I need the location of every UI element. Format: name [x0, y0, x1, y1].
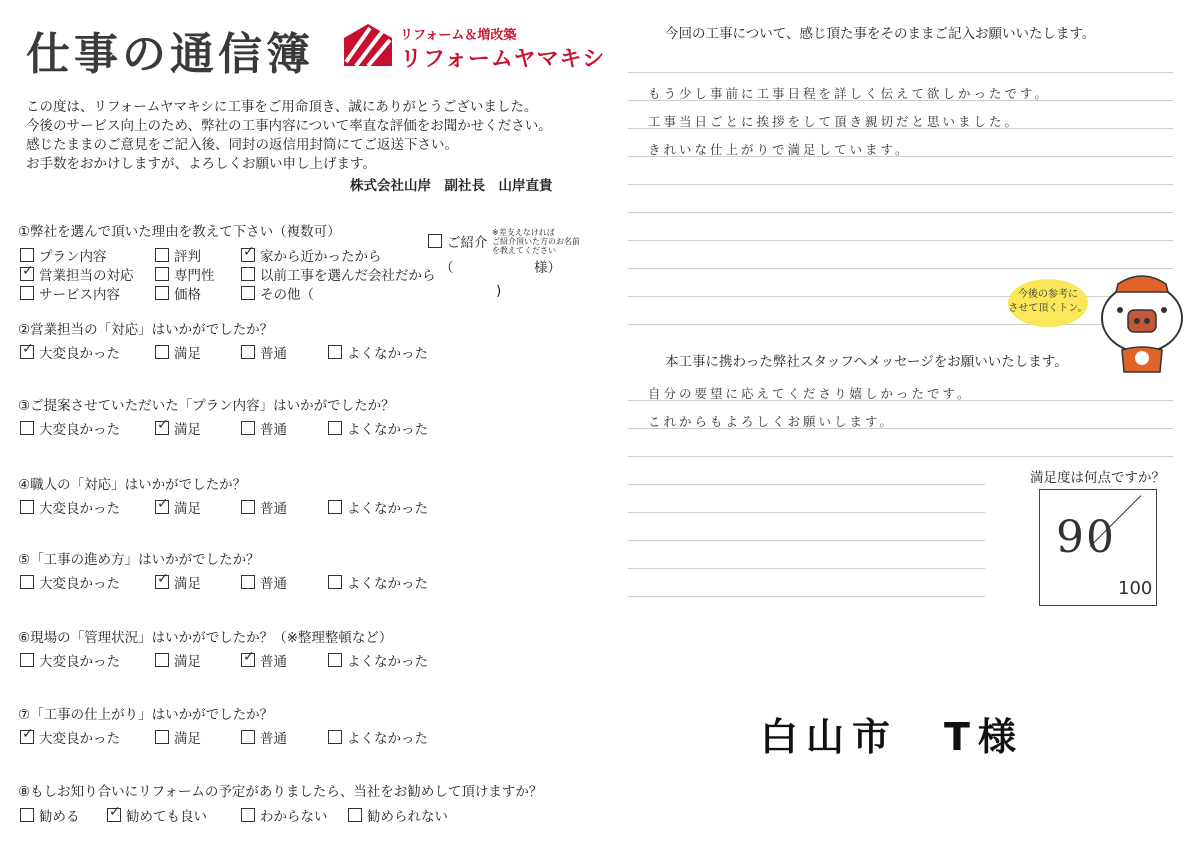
logo-name: リフォームヤマキシ [400, 47, 606, 72]
rating-option[interactable]: よくなかった [328, 342, 428, 362]
checkbox-checked[interactable] [20, 730, 34, 744]
checkbox[interactable] [328, 730, 342, 744]
checkbox[interactable] [155, 653, 169, 667]
checkbox-checked[interactable] [155, 421, 169, 435]
rating-option[interactable]: 普通 [241, 497, 287, 517]
score-value: 90 [1056, 512, 1116, 563]
rating-option[interactable]: 大変良かった [20, 418, 120, 438]
checkbox[interactable] [328, 575, 342, 589]
checkbox[interactable] [241, 575, 255, 589]
rating-option[interactable]: よくなかった [328, 727, 428, 747]
intro-line: 今後のサービス向上のため、弊社の工事内容について率直な評価をお聞かせください。 [26, 118, 552, 134]
rating-option[interactable]: よくなかった [328, 418, 428, 438]
checkbox[interactable] [241, 500, 255, 514]
q8-option[interactable]: ✓ 勧めても良い [107, 805, 207, 825]
message-line: これからもよろしくお願いします。 [648, 414, 896, 429]
rating-option[interactable]: よくなかった [328, 497, 428, 517]
checkbox[interactable] [241, 808, 255, 822]
checkbox-checked[interactable] [241, 653, 255, 667]
rating-option[interactable]: 大変良かった [20, 497, 120, 517]
q1-option[interactable]: ✓ 家から近かったから [241, 245, 382, 265]
q8-question: ⑧もしお知り合いにリフォームの予定がありましたら、当社をお勧めして頂けますか？ [18, 784, 543, 800]
checkbox[interactable] [241, 730, 255, 744]
rating-option[interactable]: ✓ 大変良かった [20, 342, 120, 362]
checkbox[interactable] [241, 345, 255, 359]
q1-question: ①弊社を選んで頂いた理由を教えて下さい（複数可） [18, 224, 341, 240]
logo-subtitle: リフォーム＆増改築 [400, 28, 517, 43]
rating-option[interactable]: よくなかった [328, 650, 428, 670]
rating-option[interactable]: ✓ 普通 [241, 650, 287, 670]
rating-option[interactable]: 満足 [155, 342, 201, 362]
checkbox[interactable] [20, 248, 34, 262]
rating-question: ⑤「工事の進め方」はいかがでしたか？ [18, 552, 260, 568]
house-logo-icon [342, 22, 394, 68]
impression-line: もう少し事前に工事日程を詳しく伝えて欲しかったです。 [648, 86, 1051, 101]
checkbox[interactable] [428, 234, 442, 248]
rating-option[interactable]: 大変良かった [20, 572, 120, 592]
impression-line: 工事当日ごとに挨拶をして頂き親切だと思いました。 [648, 114, 1021, 129]
referral-option[interactable]: ご紹介 [428, 231, 488, 251]
rating-question: ⑦「工事の仕上がり」はいかがでしたか？ [18, 707, 274, 723]
score-label: 満足度は何点ですか？ [1030, 470, 1165, 486]
rating-question: ④職人の「対応」はいかがでしたか？ [18, 477, 247, 493]
checkbox[interactable] [155, 267, 169, 281]
client-name: 白山市 T様 [760, 715, 1024, 759]
intro-line: お手数をおかけしますが、よろしくお願い申し上げます。 [26, 156, 376, 172]
rating-option[interactable]: 普通 [241, 342, 287, 362]
rating-option[interactable]: 普通 [241, 727, 287, 747]
checkbox[interactable] [328, 345, 342, 359]
checkbox-checked[interactable] [20, 345, 34, 359]
checkbox-checked[interactable] [107, 808, 121, 822]
other-close: ) [496, 283, 502, 299]
rating-question: ②営業担当の「対応」はいかがでしたか？ [18, 322, 274, 338]
checkbox[interactable] [328, 653, 342, 667]
checkbox[interactable] [348, 808, 362, 822]
rating-option[interactable]: 満足 [155, 650, 201, 670]
referral-sama: 様） [534, 260, 561, 276]
q1-option[interactable]: ✓ 営業担当の対応 [20, 264, 134, 284]
checkbox[interactable] [155, 248, 169, 262]
rating-question: ⑥現場の「管理状況」はいかがでしたか？（※整理整頓など） [18, 630, 393, 646]
impression-line: きれいな仕上がりで満足しています。 [648, 142, 911, 157]
checkbox[interactable] [155, 730, 169, 744]
checkbox[interactable] [20, 286, 34, 300]
checkbox-checked[interactable] [155, 575, 169, 589]
message-heading: 本工事に携わった弊社スタッフへメッセージをお願いいたします。 [665, 354, 1068, 370]
impressions-heading: 今回の工事について、感じ頂た事をそのままご記入お願いいたします。 [665, 26, 1096, 42]
mascot-speech-bubble: 今後の参考に させて頂くトン。 [1008, 279, 1088, 327]
q1-option[interactable]: サービス内容 [20, 283, 120, 303]
message-line: 自分の要望に応えてくださり嬉しかったです。 [648, 386, 973, 401]
q1-option[interactable]: 評判 [155, 245, 201, 265]
q1-option[interactable]: 価格 [155, 283, 201, 303]
checkbox[interactable] [328, 500, 342, 514]
checkbox[interactable] [241, 421, 255, 435]
checkbox[interactable] [241, 286, 255, 300]
checkbox-checked[interactable] [20, 267, 34, 281]
q1-option[interactable]: 専門性 [155, 264, 215, 284]
checkbox[interactable] [155, 345, 169, 359]
rating-option[interactable]: 普通 [241, 572, 287, 592]
q8-option[interactable]: 勧められない [348, 805, 448, 825]
q1-option[interactable]: その他（ [241, 283, 314, 303]
pig-mascot-icon [1096, 270, 1188, 374]
checkbox[interactable] [20, 500, 34, 514]
checkbox[interactable] [155, 286, 169, 300]
intro-line: この度は、リフォームヤマキシに工事をご用命頂き、誠にありがとうございました。 [26, 99, 538, 115]
intro-text [26, 98, 552, 174]
page-title: 仕事の通信簿 [26, 29, 314, 80]
checkbox[interactable] [241, 267, 255, 281]
q1-option[interactable]: 以前工事を選んだ会社だから [241, 264, 436, 284]
rating-option[interactable]: ✓ 満足 [155, 418, 201, 438]
checkbox[interactable] [328, 421, 342, 435]
rating-option[interactable]: 普通 [241, 418, 287, 438]
checkbox[interactable] [20, 421, 34, 435]
rating-option[interactable]: ✓ 満足 [155, 497, 201, 517]
score-max: 100 [1118, 578, 1153, 599]
intro-line: 感じたままのご意見をご記入後、同封の返信用封筒にてご返送下さい。 [26, 137, 458, 153]
rating-option[interactable]: ✓ 大変良かった [20, 727, 120, 747]
checkbox[interactable] [20, 575, 34, 589]
rating-question: ③ご提案させていただいた「プラン内容」はいかがでしたか？ [18, 398, 395, 414]
rating-option[interactable]: 大変良かった [20, 650, 120, 670]
checkbox-checked[interactable] [241, 248, 255, 262]
rating-option[interactable]: ✓ 満足 [155, 572, 201, 592]
referral-open: （ [440, 260, 454, 276]
signature: 株式会社山岸 副社長 山岸直貴 [350, 178, 553, 194]
q8-option[interactable]: 勧める [20, 805, 80, 825]
rating-option[interactable]: 満足 [155, 727, 201, 747]
checkbox[interactable] [20, 808, 34, 822]
rating-option[interactable]: よくなかった [328, 572, 428, 592]
checkbox[interactable] [20, 653, 34, 667]
q8-option[interactable]: わからない [241, 805, 328, 825]
checkbox-checked[interactable] [155, 500, 169, 514]
q1-option[interactable]: プラン内容 [20, 245, 107, 265]
referral-note: ※差支えなければ ご紹介頂いた方のお名前 を教えてください [492, 228, 580, 255]
